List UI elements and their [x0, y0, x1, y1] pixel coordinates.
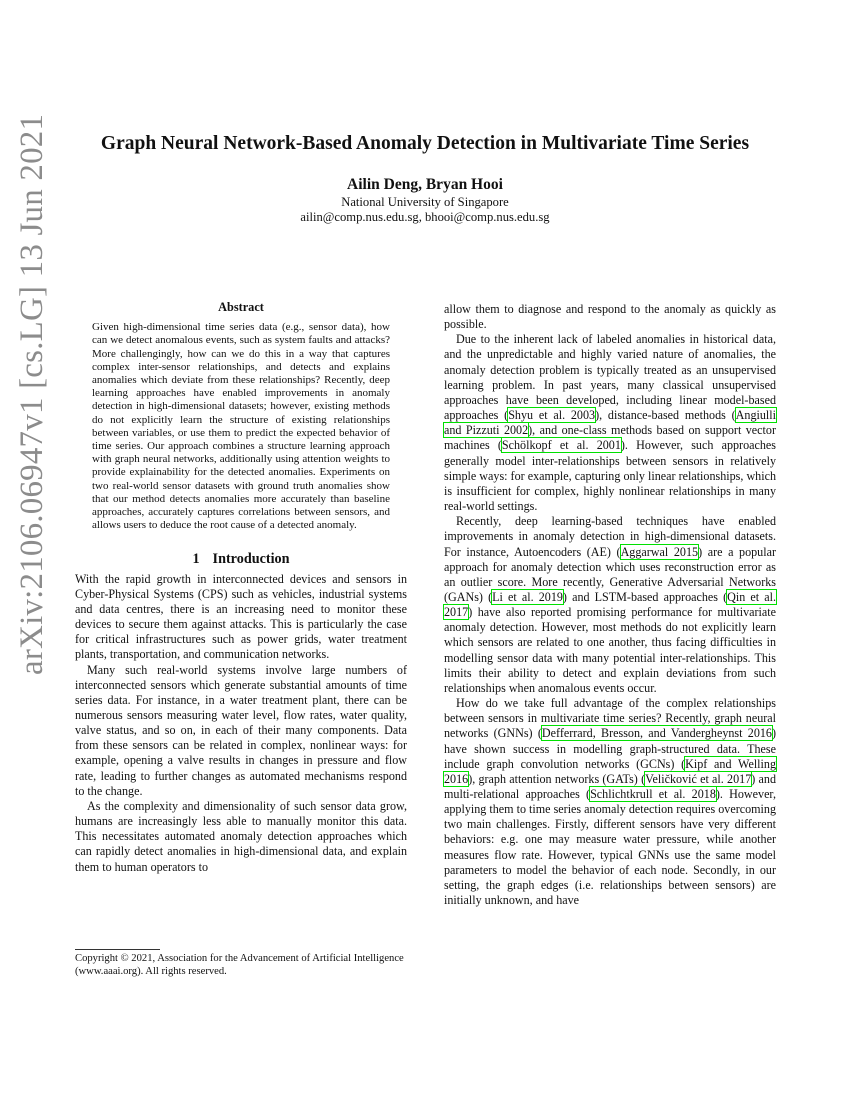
footnote-rule: [75, 949, 160, 950]
text-run: ), distance-based methods (: [595, 408, 736, 423]
right-column: [444, 302, 776, 908]
right-paragraph-2: [444, 514, 776, 696]
right-paragraph-1: [444, 332, 776, 514]
citation-link[interactable]: Kipf and Welling 2016: [444, 756, 776, 786]
copyright-text: Copyright © 2021, Association for the Advancement of Artificial Intelligence (www.aaai.org). All rights reserved.: [75, 953, 404, 977]
intro-paragraph-3: As the complexity and dimensionality of such sensor data grow, humans are increasingly less able to manually monitor this data. This necessitates automated anomaly detection approaches which can rapidly detect anomalies in high-dimensional data, and explain them to human operators to: [75, 798, 407, 874]
citation-link[interactable]: Li et al. 2019: [492, 589, 563, 604]
text-run: ), graph attention networks (GATs) (: [468, 771, 646, 786]
paper-authors: Ailin Deng, Bryan Hooi: [347, 176, 503, 193]
text-run: ) have shown success in modelling graph-structured data. These include graph convolution networks (GCNs) (: [444, 726, 776, 771]
section-title: Introduction: [212, 551, 290, 568]
text-run: ). However, such approaches generally model inter-relationships between sensors in relatively simple ways: for example, capturing only linear relationships, which is insufficient for complex, highly nonlinear relationships in many real-world settings.: [444, 438, 776, 514]
text-run: ), and one-class methods based on support vector machines (: [444, 423, 776, 453]
left-column: [75, 296, 407, 875]
citation-link[interactable]: Angiulli and Pizzuti 2002: [444, 408, 776, 438]
text-run: Recently, deep learning-based techniques have enabled improvements in anomaly detection in high-dimensional datasets. For instance, Autoencoders (AE) (: [444, 514, 776, 559]
author-emails: ailin@comp.nus.edu.sg, bhooi@comp.nus.edu.sg: [300, 210, 550, 224]
text-run: ) are a popular approach for anomaly detection which uses reconstruction error as an outlier score. More recently, Generative Adversarial Networks (GANs) (: [444, 544, 776, 604]
text-run: ) have also reported promising performance for multivariate anomaly detection. However, most methods do not explicitly learn which sensors are related to one another, thus facing difficulties in modelling sensor data with many potential inter-relationships. This limits their ability to detect and explain deviations from such relationships when anomalous events occur.: [444, 605, 776, 695]
abstract-text: Given high-dimensional time series data (e.g., sensor data), how can we detect anomalous events, such as system faults and attacks? More challengingly, how can we do this in a way that captures complex inter-sensor relationships, and detects and explains anomalies which deviate from these relationships? Recently, deep learning approaches have enabled improvements in anomaly detection in high-dimensional datasets; however, existing methods do not explicitly learn the structure of existing relationships between variables, or use them to predict the expected behavior of time series. Our approach combines a structure learning approach with graph neural networks, additionally using attention weights to provide explainability for the detected anomalies. Experiments on two real-world sensor datasets with ground truth anomalies show that our method detects anomalies more accurately than baseline approaches, accurately captures correlations between sensors, and allows users to deduce the root cause of a detected anomaly.: [92, 321, 390, 532]
citation-link[interactable]: Aggarwal 2015: [620, 544, 699, 559]
text-run: ) and LSTM-based approaches (: [562, 589, 728, 604]
author-block: [60, 195, 790, 225]
intro-paragraph-2: Many such real-world systems involve large numbers of interconnected sensors which generate substantial amounts of time series data. For instance, in a water treatment plant, there can be numerous sensors measuring water level, flow rates, water quality, valve status, and so on, in each of their many components. Data from these sensors can be related in complex, nonlinear ways: for example, opening a valve results in changes in pressure and flow rate, leading to further changes as automated mechanisms respond to the change.: [75, 662, 407, 798]
text-run: ) and multi-relational approaches (: [444, 771, 776, 801]
citation-link[interactable]: Defferrard, Bresson, and Vandergheynst 2016: [541, 726, 772, 741]
intro-paragraph-1: With the rapid growth in interconnected devices and sensors in Cyber-Physical Systems (CPS) such as vehicles, industrial systems and data centres, there is an increasing need to monitor these devices to secure them against attacks. This is particularly the case for critical infrastructures such as power grids, water treatment plants, transportation, and communication networks.: [75, 571, 407, 662]
copyright-footnote: [75, 949, 407, 978]
arxiv-identifier: arXiv:2106.06947v1 [cs.LG] 13 Jun 2021: [14, 113, 50, 675]
paper-title: Graph Neural Network-Based Anomaly Detection in Multivariate Time Series: [100, 133, 750, 154]
abstract-heading: Abstract: [218, 300, 264, 314]
right-paragraph-0: allow them to diagnose and respond to the anomaly as quickly as possible.: [444, 302, 776, 332]
right-paragraph-3: [444, 696, 776, 908]
citation-link[interactable]: Qin et al. 2017: [444, 589, 777, 620]
text-run: How do we take full advantage of the complex relationships between sensors in multivariate time series? Recently, graph neural networks (GNNs) (: [444, 696, 776, 741]
citation-link[interactable]: Shyu et al. 2003: [508, 408, 596, 423]
citation-link[interactable]: Veličković et al. 2017: [645, 771, 752, 786]
text-run: ). However, applying them to time series anomaly detection requires overcoming two main challenges. Firstly, different sensors have very different behaviors: e.g. one may measure water pressure, while another measures flow rate. However, typical GNNs use the same model parameters to model the behavior of each node. Secondly, in our setting, the graph edges (i.e. relationships between sensors) are initially unknown, and have: [444, 787, 777, 908]
citation-link[interactable]: Schölkopf et al. 2001: [501, 438, 621, 453]
section-heading-introduction: [75, 552, 407, 567]
text-run: Due to the inherent lack of labeled anomalies in historical data, and the unpredictable and highly varied nature of anomalies, the anomaly detection problem is typically treated as an unsupervised learning problem. In past years, many classical unsupervised approaches have been developed, including linear model-based approaches (: [444, 332, 776, 423]
citation-link[interactable]: Schlichtkrull et al. 2018: [590, 787, 716, 801]
section-number: 1: [192, 551, 200, 568]
affiliation: National University of Singapore: [341, 195, 509, 209]
